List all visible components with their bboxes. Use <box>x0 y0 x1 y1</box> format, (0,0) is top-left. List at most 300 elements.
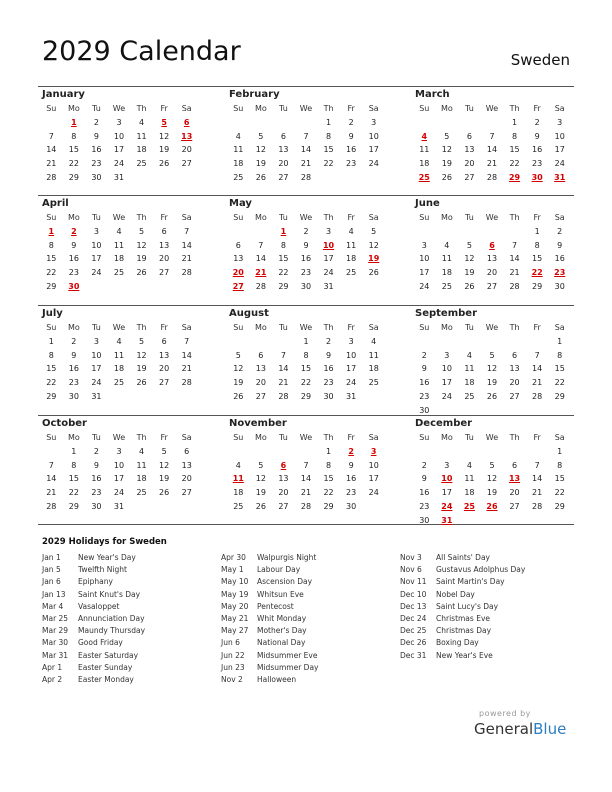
holiday-date: May 20 <box>221 601 249 611</box>
month-days-grid <box>40 102 198 185</box>
day: 18 <box>233 159 244 169</box>
month-july <box>40 307 200 404</box>
weekday-label: Su <box>233 213 244 222</box>
day: 10 <box>441 364 452 374</box>
holiday-name: Good Friday <box>78 638 123 648</box>
day: 30 <box>300 281 312 291</box>
day: 8 <box>557 460 563 470</box>
day: 13 <box>181 460 192 470</box>
weekday-label: We <box>112 104 126 113</box>
weekday-label: Th <box>323 213 334 222</box>
page-title: 2029 Calendar <box>42 36 241 67</box>
day: 19 <box>159 474 170 484</box>
day: 22 <box>46 268 57 278</box>
day: 12 <box>255 145 266 155</box>
month-days-grid <box>40 431 198 514</box>
holiday-row <box>221 576 318 588</box>
holiday-row <box>400 637 525 649</box>
day: 16 <box>91 145 102 155</box>
empty-day <box>436 116 459 130</box>
month-days-grid <box>227 321 385 404</box>
month-february <box>227 88 387 185</box>
holiday-day: 1 <box>71 117 77 127</box>
day: 20 <box>255 378 266 388</box>
holiday-row <box>42 564 145 576</box>
day: 25 <box>233 501 244 511</box>
month-days-grid <box>227 431 385 514</box>
day: 5 <box>444 131 450 141</box>
day: 4 <box>139 117 145 127</box>
month-days-grid <box>40 211 198 294</box>
day: 3 <box>371 117 377 127</box>
month-days-grid <box>227 211 385 294</box>
day: 26 <box>464 281 475 291</box>
day: 21 <box>509 268 520 278</box>
month-name: March <box>415 89 450 100</box>
weekday-label: Tu <box>465 104 474 113</box>
day: 2 <box>326 336 332 346</box>
holiday-row <box>400 589 525 601</box>
empty-day <box>227 445 250 459</box>
empty-day <box>413 225 436 239</box>
empty-day <box>458 335 481 349</box>
empty-day <box>295 445 318 459</box>
empty-day <box>413 335 436 349</box>
day: 22 <box>300 378 312 388</box>
empty-day <box>481 335 504 349</box>
day: 17 <box>368 145 379 155</box>
day: 7 <box>512 240 518 250</box>
day: 28 <box>300 172 312 182</box>
weekday-label: We <box>299 213 313 222</box>
holiday-day: 4 <box>421 131 428 141</box>
day: 28 <box>509 281 520 291</box>
day: 23 <box>68 268 79 278</box>
day: 13 <box>278 474 289 484</box>
day: 8 <box>326 460 332 470</box>
holiday-date: Mar 25 <box>42 613 69 623</box>
holiday-row <box>42 674 145 686</box>
holiday-date: Nov 6 <box>400 565 422 575</box>
holiday-date: Apr 30 <box>221 553 246 562</box>
holiday-row <box>221 662 318 674</box>
holiday-row <box>221 637 318 649</box>
day: 4 <box>235 131 241 141</box>
empty-day <box>458 116 481 130</box>
weekday-label: Mo <box>254 323 267 332</box>
day: 8 <box>303 350 309 360</box>
day: 19 <box>486 378 498 388</box>
holiday-day: 31 <box>441 515 453 525</box>
day: 4 <box>116 336 122 346</box>
day: 19 <box>464 268 475 278</box>
day: 6 <box>512 460 518 470</box>
day: 1 <box>534 226 540 236</box>
day: 3 <box>348 336 354 346</box>
day: 26 <box>233 391 244 401</box>
weekday-label: Tu <box>279 433 288 442</box>
day: 30 <box>419 515 430 525</box>
day: 21 <box>532 378 543 388</box>
day: 26 <box>255 172 266 182</box>
day: 21 <box>46 159 57 169</box>
holiday-date: Jun 22 <box>221 650 245 660</box>
weekday-label: Th <box>323 323 334 332</box>
day: 12 <box>159 131 170 141</box>
holiday-name: Twelfth Night <box>78 565 127 575</box>
day: 3 <box>116 117 122 127</box>
day: 15 <box>300 364 312 374</box>
day: 24 <box>91 268 102 278</box>
day: 7 <box>184 336 190 346</box>
day: 18 <box>464 488 475 498</box>
day: 20 <box>278 159 289 169</box>
day: 7 <box>303 460 309 470</box>
day: 28 <box>181 268 192 278</box>
day: 5 <box>139 336 145 346</box>
brand-logo <box>474 720 566 738</box>
day: 11 <box>233 145 244 155</box>
holiday-day: 26 <box>486 501 498 511</box>
day: 22 <box>323 488 334 498</box>
day: 29 <box>68 172 79 182</box>
holiday-row <box>42 613 145 625</box>
day: 7 <box>534 350 540 360</box>
day: 7 <box>489 131 495 141</box>
day: 12 <box>255 474 266 484</box>
day: 2 <box>421 350 427 360</box>
day: 28 <box>300 501 312 511</box>
day: 17 <box>113 474 125 484</box>
brand-blue: Blue <box>533 720 567 738</box>
holiday-name: Maundy Thursday <box>78 626 146 636</box>
day: 3 <box>444 350 450 360</box>
holiday-name: Easter Monday <box>78 674 134 684</box>
weekday-label: Sa <box>554 323 565 332</box>
day: 29 <box>68 501 79 511</box>
day: 7 <box>48 460 54 470</box>
holiday-column <box>221 552 318 686</box>
day: 17 <box>113 145 125 155</box>
holiday-row <box>42 650 145 662</box>
empty-day <box>227 335 250 349</box>
day: 13 <box>159 350 170 360</box>
day: 23 <box>346 488 357 498</box>
day: 5 <box>139 226 145 236</box>
day: 9 <box>534 131 540 141</box>
day: 16 <box>68 364 79 374</box>
month-name: May <box>229 198 252 209</box>
day: 6 <box>184 446 190 456</box>
holiday-day: 31 <box>554 172 566 182</box>
holiday-date: Apr 2 <box>42 674 63 684</box>
day: 10 <box>91 240 102 250</box>
holiday-date: Mar 30 <box>42 638 69 648</box>
day: 31 <box>113 501 125 511</box>
holiday-day: 6 <box>183 117 190 127</box>
day: 12 <box>136 240 147 250</box>
day: 29 <box>554 501 565 511</box>
day: 10 <box>554 131 565 141</box>
day: 25 <box>113 378 125 388</box>
weekday-label: Mo <box>440 433 453 442</box>
day: 2 <box>557 226 563 236</box>
holiday-name: Midsummer Day <box>257 662 319 672</box>
day: 11 <box>113 240 125 250</box>
holiday-name: Epiphany <box>78 577 113 587</box>
empty-day <box>503 335 526 349</box>
holiday-day: 10 <box>322 240 335 250</box>
holiday-date: May 19 <box>221 589 249 599</box>
day: 11 <box>419 145 430 155</box>
holiday-row <box>221 589 318 601</box>
holiday-date: Dec 31 <box>400 650 427 660</box>
weekday-label: Sa <box>368 433 379 442</box>
day: 23 <box>323 378 334 388</box>
empty-day <box>295 116 318 130</box>
empty-day <box>227 116 250 130</box>
day: 29 <box>532 281 543 291</box>
month-september <box>413 307 573 418</box>
day: 1 <box>512 117 518 127</box>
month-october <box>40 417 200 514</box>
empty-day <box>250 445 273 459</box>
day: 15 <box>532 254 543 264</box>
holiday-name: Boxing Day <box>436 638 479 648</box>
day: 10 <box>113 131 125 141</box>
holiday-name: Saint Lucy's Day <box>436 601 499 611</box>
day: 21 <box>300 488 312 498</box>
day: 13 <box>509 364 520 374</box>
day: 22 <box>68 159 79 169</box>
day: 27 <box>278 172 289 182</box>
day: 28 <box>181 378 192 388</box>
month-days-grid <box>227 102 385 185</box>
month-may <box>227 197 387 294</box>
holiday-row <box>42 662 145 674</box>
day: 14 <box>532 364 543 374</box>
day: 16 <box>419 488 430 498</box>
month-days-grid <box>413 321 571 418</box>
holiday-name: Vasaloppet <box>78 601 120 611</box>
holiday-name: Pentecost <box>257 601 294 611</box>
day: 9 <box>348 131 354 141</box>
weekday-label: Fr <box>160 104 168 113</box>
day: 19 <box>136 254 147 264</box>
day: 20 <box>159 254 170 264</box>
day: 24 <box>113 488 125 498</box>
holiday-row <box>400 552 525 564</box>
holiday-name: New Year's Day <box>78 553 136 562</box>
holiday-day: 29 <box>508 172 521 182</box>
day: 2 <box>534 117 540 127</box>
day: 15 <box>46 254 57 264</box>
day: 6 <box>161 226 167 236</box>
weekday-label: Su <box>46 104 57 113</box>
day: 13 <box>233 254 244 264</box>
day: 26 <box>136 378 147 388</box>
day: 2 <box>303 226 309 236</box>
month-days-grid <box>413 431 571 528</box>
day: 15 <box>323 474 334 484</box>
day: 27 <box>464 172 475 182</box>
day: 14 <box>532 474 543 484</box>
day: 18 <box>419 159 430 169</box>
day: 11 <box>136 460 147 470</box>
day: 3 <box>116 446 122 456</box>
day: 23 <box>91 488 102 498</box>
month-name: April <box>42 198 69 209</box>
holiday-name: Walpurgis Night <box>257 553 317 562</box>
day: 5 <box>161 446 167 456</box>
weekday-label: Su <box>419 104 430 113</box>
day: 14 <box>509 254 520 264</box>
holiday-day: 21 <box>255 268 267 278</box>
weekday-label: Sa <box>368 323 379 332</box>
day: 4 <box>139 446 145 456</box>
weekday-label: Su <box>233 104 244 113</box>
day: 18 <box>368 364 379 374</box>
holiday-date: Dec 25 <box>400 626 427 636</box>
day: 3 <box>421 240 427 250</box>
weekday-label: Su <box>46 213 57 222</box>
weekday-label: Th <box>136 213 147 222</box>
day: 16 <box>91 474 102 484</box>
day: 17 <box>323 254 334 264</box>
day: 22 <box>554 378 565 388</box>
empty-day <box>272 116 295 130</box>
day: 8 <box>71 131 77 141</box>
holiday-name: Christmas Day <box>436 626 492 636</box>
weekday-label: Th <box>323 433 334 442</box>
day: 7 <box>280 350 286 360</box>
holiday-date: Mar 29 <box>42 626 69 636</box>
powered-by-text: powered by <box>479 709 531 718</box>
weekday-label: We <box>112 213 126 222</box>
holiday-row <box>400 564 525 576</box>
day: 8 <box>71 460 77 470</box>
day: 10 <box>91 350 102 360</box>
holiday-row <box>221 552 318 564</box>
day: 7 <box>258 240 264 250</box>
weekday-label: We <box>299 433 313 442</box>
day: 19 <box>486 488 498 498</box>
weekday-label: Mo <box>254 104 267 113</box>
holiday-column <box>400 552 525 662</box>
day: 20 <box>464 159 475 169</box>
weekday-label: We <box>299 323 313 332</box>
holiday-date: Dec 26 <box>400 638 427 648</box>
empty-day <box>436 225 459 239</box>
day: 18 <box>136 474 147 484</box>
day: 14 <box>46 145 57 155</box>
month-june <box>413 197 573 294</box>
day: 16 <box>532 145 543 155</box>
holiday-name: Mother's Day <box>257 626 307 636</box>
weekday-label: Tu <box>465 433 474 442</box>
weekday-label: Fr <box>533 433 541 442</box>
weekday-label: Sa <box>181 323 192 332</box>
weekday-label: Su <box>419 433 430 442</box>
day: 29 <box>46 391 57 401</box>
day: 6 <box>258 350 264 360</box>
day: 23 <box>419 501 430 511</box>
empty-day <box>436 445 459 459</box>
day: 25 <box>346 268 357 278</box>
day: 23 <box>300 268 312 278</box>
day: 16 <box>554 254 565 264</box>
empty-day <box>458 225 481 239</box>
holiday-name: Halloween <box>257 674 297 684</box>
day: 29 <box>323 501 334 511</box>
holiday-row <box>221 564 318 576</box>
empty-day <box>227 225 250 239</box>
day: 26 <box>368 268 379 278</box>
day: 22 <box>554 488 565 498</box>
day: 20 <box>509 378 520 388</box>
holiday-day: 27 <box>232 281 244 291</box>
day: 7 <box>184 226 190 236</box>
day: 9 <box>71 240 77 250</box>
day: 3 <box>93 336 99 346</box>
day: 27 <box>486 281 498 291</box>
holiday-name: National Day <box>257 638 306 648</box>
day: 20 <box>278 488 289 498</box>
holiday-date: Jan 13 <box>42 589 66 599</box>
month-august <box>227 307 387 404</box>
day: 14 <box>278 364 289 374</box>
day: 9 <box>421 364 427 374</box>
month-name: December <box>415 418 473 429</box>
brand-general: General <box>474 720 534 738</box>
month-april <box>40 197 200 294</box>
weekday-label: Mo <box>67 104 80 113</box>
holiday-day: 13 <box>181 131 193 141</box>
day: 17 <box>91 254 102 264</box>
weekday-label: Th <box>509 433 520 442</box>
empty-day <box>272 445 295 459</box>
day: 15 <box>509 145 520 155</box>
weekday-label: Sa <box>554 104 565 113</box>
day: 21 <box>486 159 498 169</box>
day: 22 <box>68 488 79 498</box>
month-row-divider <box>38 195 574 196</box>
day: 9 <box>93 460 99 470</box>
day: 30 <box>91 501 102 511</box>
weekday-label: Th <box>509 213 520 222</box>
holiday-name: Nobel Day <box>436 589 475 599</box>
holiday-row <box>221 601 318 613</box>
weekday-label: Tu <box>92 104 101 113</box>
holiday-day: 10 <box>441 474 453 484</box>
day: 16 <box>419 378 430 388</box>
weekday-label: Su <box>46 433 57 442</box>
month-name: October <box>42 418 87 429</box>
holiday-day: 25 <box>418 172 430 182</box>
weekday-label: Fr <box>160 433 168 442</box>
day: 4 <box>444 240 450 250</box>
holiday-name: Saint Knut's Day <box>78 589 141 599</box>
holiday-name: Whitsun Eve <box>257 589 304 599</box>
day: 4 <box>235 460 241 470</box>
day: 22 <box>323 159 334 169</box>
day: 5 <box>258 460 264 470</box>
holiday-day: 3 <box>370 446 377 456</box>
day: 15 <box>554 474 565 484</box>
day: 31 <box>91 391 102 401</box>
day: 28 <box>278 391 289 401</box>
day: 10 <box>419 254 430 264</box>
